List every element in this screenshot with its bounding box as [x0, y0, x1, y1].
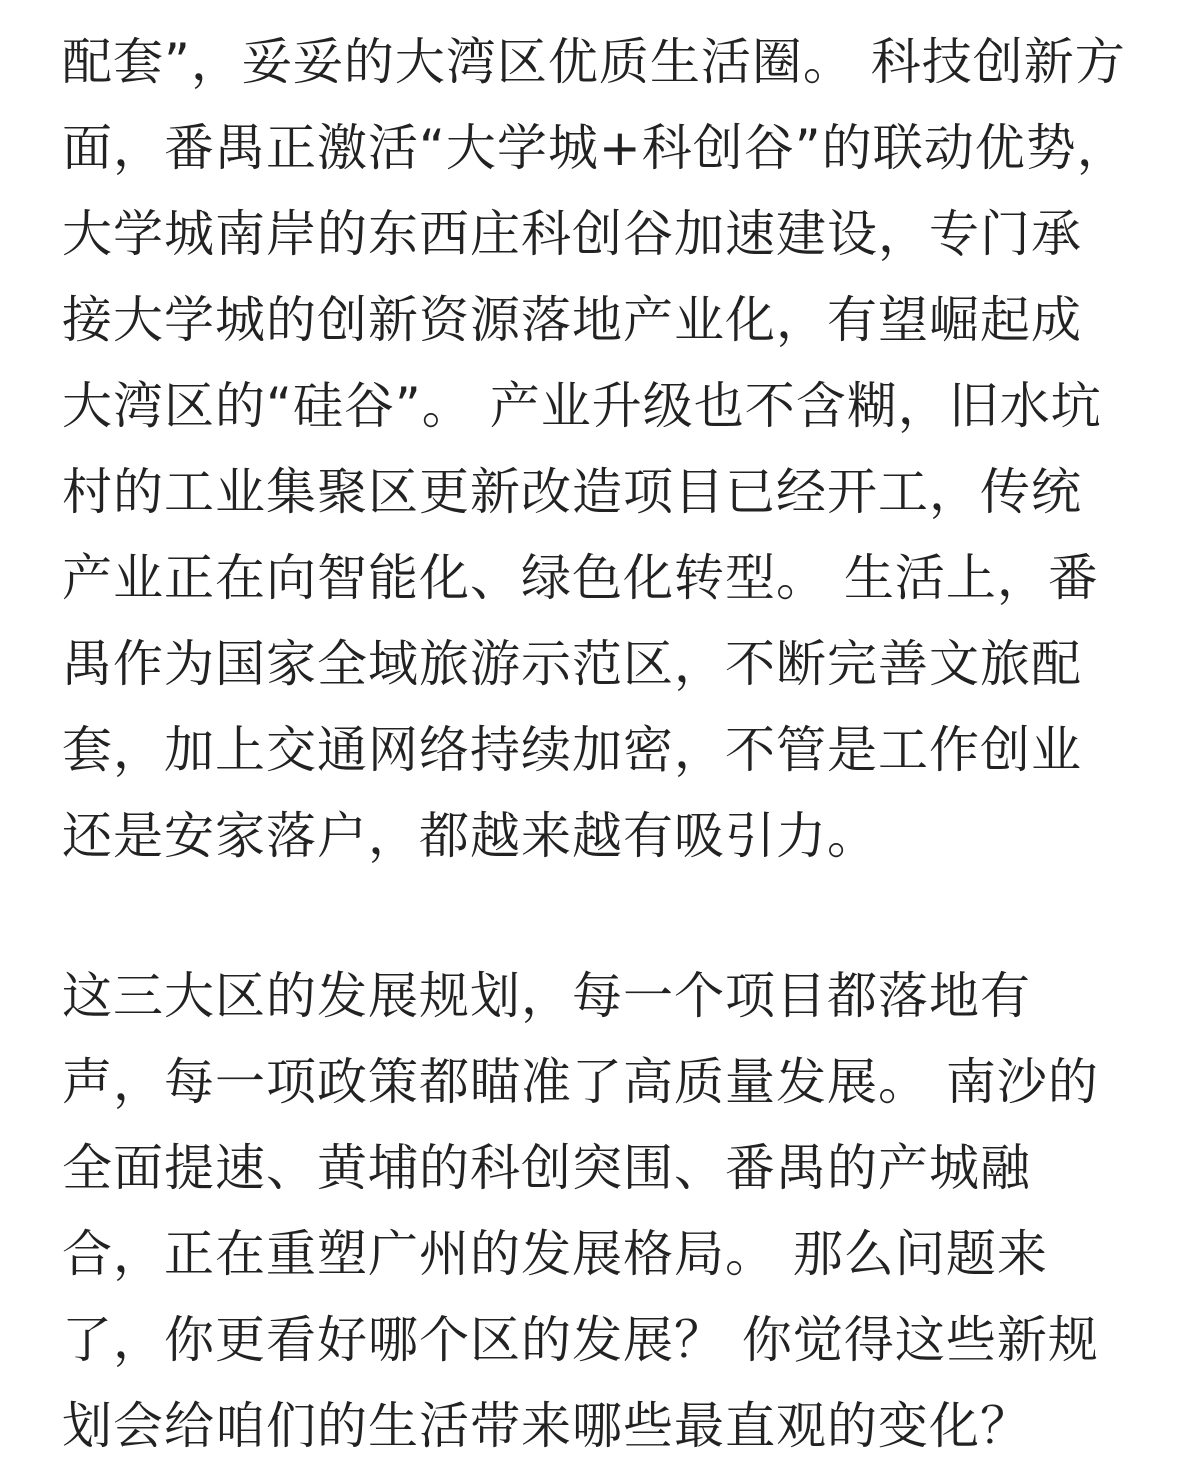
paragraph-1-line-2: 面，番禺正激活“大学城+科创谷”的联动优势， [62, 119, 1128, 177]
paragraph-2-line-1: 这三大区的发展规划，每一个项目都落地有 [62, 967, 1031, 1025]
paragraph-1-line-9: 套，加上交通网络持续加密，不管是工作创业 [62, 721, 1082, 779]
paragraph-1-line-8: 禺作为国家全域旅游示范区，不断完善文旅配 [62, 635, 1082, 693]
paragraph-1-line-1: 配套”，妥妥的大湾区优质生活圈。 科技创新方 [62, 33, 1126, 91]
paragraph-1-line-4: 接大学城的创新资源落地产业化，有望崛起成 [62, 291, 1082, 349]
paragraph-1-line-6: 村的工业集聚区更新改造项目已经开工，传统 [62, 463, 1082, 521]
paragraph-1-line-7: 产业正在向智能化、绿色化转型。 生活上，番 [62, 549, 1099, 607]
paragraph-2-line-6: 划会给咱们的生活带来哪些最直观的变化？ [62, 1397, 1031, 1455]
paragraph-1-line-5: 大湾区的“硅谷”。 产业升级也不含糊，旧水坑 [62, 377, 1102, 435]
paragraph-2-line-3: 全面提速、黄埔的科创突围、番禺的产城融 [62, 1139, 1031, 1197]
paragraph-2-line-2: 声，每一项政策都瞄准了高质量发展。 南沙的 [62, 1053, 1099, 1111]
paragraph-2-line-5: 了，你更看好哪个区的发展？ 你觉得这些新规 [62, 1311, 1099, 1369]
paragraph-1-line-10: 还是安家落户，都越来越有吸引力。 [62, 807, 878, 865]
paragraph-2-line-4: 合，正在重塑广州的发展格局。 那么问题来 [62, 1225, 1048, 1283]
paragraph-1-line-3: 大学城南岸的东西庄科创谷加速建设，专门承 [62, 205, 1082, 263]
